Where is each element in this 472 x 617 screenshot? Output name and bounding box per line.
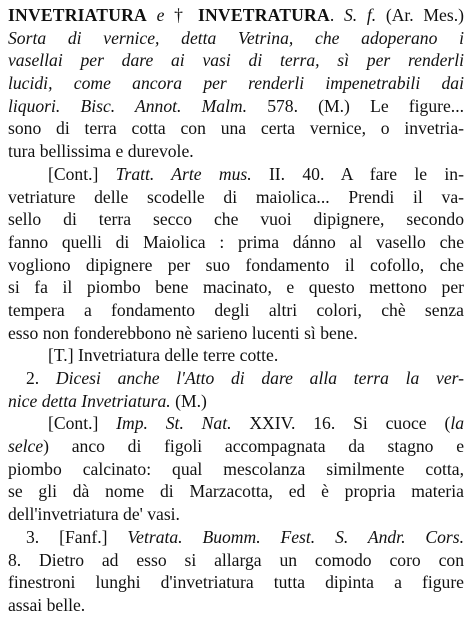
citation-text: ) anco di figoli accompagnata da stagno e [43,436,464,457]
sense-first-line [8,526,464,549]
sense-definition: nice detta Invetriatura. [8,390,171,411]
citation-tag: [Fanf.] [59,526,108,547]
citation-tag: [Cont.] [48,163,99,184]
definition-line [8,390,464,413]
citation-source: liquori. Bisc. Annot. Malm. [8,95,248,116]
citation-italic: selce [8,436,44,457]
citation-line: 8. Dietro ad esso si allarga un comodo coro con [8,549,464,570]
citation-ref: II. 40. [268,163,325,184]
citation-line: vetriature delle scodelle di maiolica... Prendi il va- [8,186,464,207]
citation-line: tempera a fondamento degli altri colori, chè senza [8,299,464,320]
citation-text: Invetriatura delle terre cotte. [77,345,279,366]
sense-number: 2. [26,368,40,388]
definition-line [8,95,464,118]
citation-source: Tratt. Arte mus. [115,163,252,184]
sense-number: 3. [26,526,40,547]
headword-variant: INVETRATURA [197,5,330,25]
citation-first-line [8,163,464,186]
entry-heading-line: INVETRIATURA e † INVETRATURA. S. f. (Ar. Mes.) [8,5,464,25]
citation-text: 578. (M.) Le figure... [267,95,464,116]
grammar-label: S. f. [343,5,377,25]
citation-line: si fa il piombo bene macinato, e questo mettono per [8,277,464,298]
citation-source: Vetrata. Buomm. Fest. S. Andr. Cors. [127,526,464,547]
definition-line: Sorta di vernice, detta Vetrina, che adoperano i [8,27,464,48]
citation-line [8,435,464,458]
citation-line: esso non fonderebbono nè sarieno lucenti sì bene. [8,322,358,343]
conjunction: e [156,5,165,25]
citation-line: vogliono dipignere per suo fondamento il cofollo, che [8,254,464,275]
sense-definition: Dicesi anche l'Atto di dare alla terra la ver- [55,368,464,388]
citation-line: dell'invetriatura de' vasi. [8,504,180,525]
citation-line: piombo calcinato: qual mescolanza similmente cotta, [8,458,464,479]
citation-text: A fare le in- [340,163,464,184]
headword: INVETRIATURA [8,5,147,25]
definition-line: lucidi, come ancora per renderli impenetrabili dai [8,73,464,94]
citation-italic: la [450,413,464,434]
citation-ref: XXIV. 16. [249,413,336,434]
source-abbrev: (Ar. Mes.) [385,5,464,25]
citation-line: se gli dà nome di Marzacotta, ed è propria materia [8,481,464,502]
citation-line: finestroni lunghi d'invetriatura tutta dipinta a figure [8,572,464,593]
citation-first-line [8,412,464,435]
dagger-mark: † [174,5,189,25]
citation-first-line [8,344,464,367]
sense-first-line [8,367,464,390]
citation-text: Si cuoce ( [353,413,451,434]
citation-tag: [T.] [48,345,74,366]
source-ref: (M.) [175,390,207,411]
definition-line: vasellai per dare ai vasi di terra, sì per renderli [8,50,464,71]
citation-source: Imp. St. Nat. [116,413,232,434]
citation-line: tura bellissima e durevole. [8,141,194,162]
citation-tag: [Cont.] [48,413,99,434]
citation-line: sello di terra secco che vuoi dipignere, secondo [8,209,464,230]
citation-line: fanno quelli di Maiolica : prima dánno al vasello che [8,231,464,252]
citation-line: sono di terra cotta con una certa vernice, o invetria- [8,118,464,139]
citation-line: assai belle. [8,594,86,615]
